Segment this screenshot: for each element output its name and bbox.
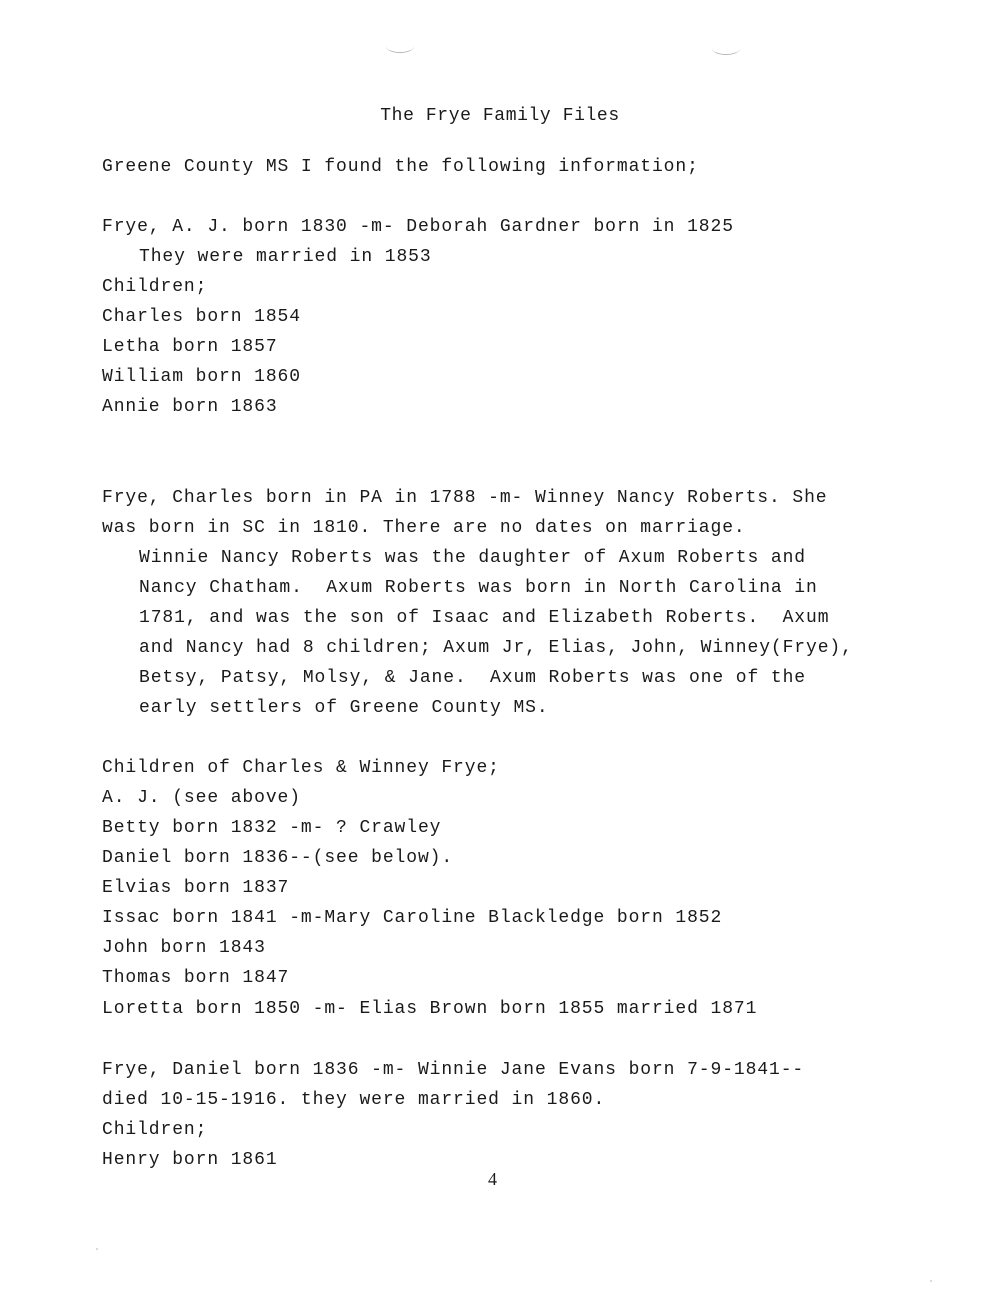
page-number: 4 [488,1169,497,1189]
list-item: Annie born 1863 [102,397,278,417]
punch-hole-mark-right [712,42,740,55]
roberts-note-line: Nancy Chatham. Axum Roberts was born in North Carolina in [139,578,818,598]
roberts-note-line: early settlers of Greene County MS. [139,698,549,718]
intro-text: Greene County MS I found the following information; [102,157,699,177]
daniel-frye-header-line1: Frye, Daniel born 1836 -m- Winnie Jane Evans born 7-9-1841-- [102,1060,805,1080]
list-item: A. J. (see above) [102,788,301,808]
list-item: Letha born 1857 [102,337,278,357]
document-title: The Frye Family Files [380,106,620,126]
list-item: Thomas born 1847 [102,968,290,988]
scan-speck [930,1280,932,1282]
list-item: Henry born 1861 [102,1150,278,1170]
list-item: William born 1860 [102,367,301,387]
list-item: Betty born 1832 -m- ? Crawley [102,818,442,838]
scan-speck [96,1248,98,1250]
roberts-note-line: Winnie Nancy Roberts was the daughter of Axum Roberts and [139,548,806,568]
roberts-note-line: 1781, and was the son of Isaac and Elizabeth Roberts. Axum [139,608,830,628]
daniel-frye-header-line2: died 10-15-1916. they were married in 1860. [102,1090,606,1110]
list-item: Loretta born 1850 -m- Elias Brown born 1855 married 1871 [102,999,758,1019]
list-item: Elvias born 1837 [102,878,290,898]
list-item: Daniel born 1836--(see below). [102,848,454,868]
aj-frye-married: They were married in 1853 [139,247,432,267]
charles-frye-header-line1: Frye, Charles born in PA in 1788 -m- Winney Nancy Roberts. She [102,488,828,508]
list-item: Issac born 1841 -m-Mary Caroline Blackledge born 1852 [102,908,723,928]
daniel-frye-children-label: Children; [102,1120,208,1140]
roberts-note-line: Betsy, Patsy, Molsy, & Jane. Axum Roberts was one of the [139,668,806,688]
aj-frye-children-label: Children; [102,277,208,297]
list-item: John born 1843 [102,938,266,958]
charles-frye-header-line2: was born in SC in 1810. There are no dates on marriage. [102,518,746,538]
aj-frye-header: Frye, A. J. born 1830 -m- Deborah Gardner born in 1825 [102,217,734,237]
roberts-note-line: and Nancy had 8 children; Axum Jr, Elias, John, Winney(Frye), [139,638,853,658]
punch-hole-mark-left [386,40,414,53]
list-item: Charles born 1854 [102,307,301,327]
charles-winney-children-header: Children of Charles & Winney Frye; [102,758,500,778]
